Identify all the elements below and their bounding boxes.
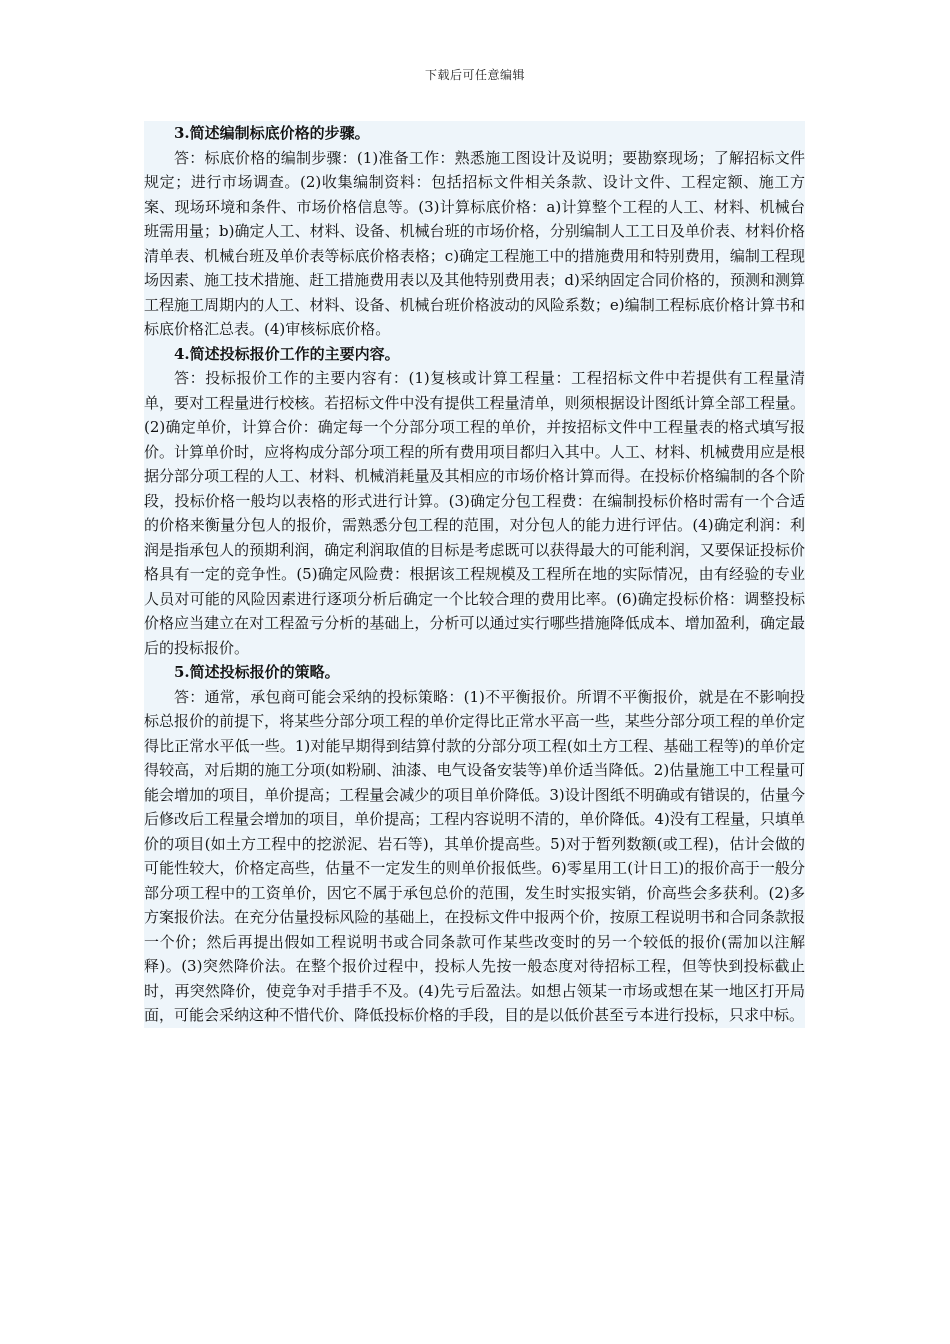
answer-paragraph-5: 答：通常，承包商可能会采纳的投标策略：(1)不平衡报价。所谓不平衡报价，就是在不影响投标总报价的前提下，将某些分部分项工程的单价定得比正常水平高一些，某些分部分项工程的单价定得比正常水平低一些。1)对能早期得到结算付款的分部分项工程(如土方工程、基础工程等)的单价定得较高，对后期的施工分项(如粉刷、油漆、电气设备安装等)单价适当降低。2)估量施工中工程量可能会增加的项目，单价提高；工程量会减少的项目单价降低。3)设计图纸不明确或有错误的，估量今后修改后工程量会增加的项目，单价提高；工程内容说明不清的，单价降低。4)没有工程量，只填单价的项目(如土方工程中的挖淤泥、岩石等)，其单价提高些。5)对于暂列数额(或工程)，估计会做的可能性较大，价格定高些，估量不一定发生的则单价报低些。6)零星用工(计日工)的报价高于一般分部分项工程中的工资单价，因它不属于承包总价的范围，发生时实报实销，价高些会多获利。(2)多方案报价法。在充分估量投标风险的基础上，在投标文件中报两个价，按原工程说明书和合同条款报一个价；然后再提出假如工程说明书或合同条款可作某些改变时的另一个较低的报价(需加以注解释)。(3)突然降价法。在整个报价过程中，投标人先按一般态度对待招标工程，但等快到投标截止时，再突然降价，使竞争对手措手不及。(4)先亏后盈法。如想占领某一市场或想在某一地区打开局面，可能会采纳这种不惜代价、降低投标价格的手段，目的是以低价甚至亏本进行投标，只求中标。: [144, 687, 805, 1024]
document-body: [144, 121, 805, 1028]
answer-paragraph-4: 答：投标报价工作的主要内容有：(1)复核或计算工程量：工程招标文件中若提供有工程量清单，要对工程量进行校核。若招标文件中没有提供工程量清单，则须根据设计图纸计算全部工程量。(2)确定单价，计算合价：确定每一个分部分项工程的单价，并按招标文件中工程量表的格式填写报价。计算单价时，应将构成分部分项工程的所有费用项目都归入其中。人工、材料、机械费用应是根据分部分项工程的人工、材料、机械消耗量及其相应的市场价格计算而得。在投标价格编制的各个阶段，投标价格一般均以表格的形式进行计算。(3)确定分包工程费：在编制投标价格时需有一个合适的价格来衡量分包人的报价，需熟悉分包工程的范围，对分包人的能力进行评估。(4)确定利润：利润是指承包人的预期利润，确定利润取值的目标是考虑既可以获得最大的可能利润，又要保证投标价格具有一定的竞争性。(5)确定风险费：根据该工程规模及工程所在地的实际情况，由有经验的专业人员对可能的风险因素进行逐项分析后确定一个比较合理的费用比率。(6)确定投标价格：调整投标价格应当建立在对工程盈亏分析的基础上，分析可以通过实行哪些措施降低成本、增加盈利，确定最后的投标报价。: [144, 369, 805, 657]
question-heading-4: 4.简述投标报价工作的主要内容。: [174, 344, 400, 363]
question-heading-5: 5.简述投标报价的策略。: [174, 663, 340, 681]
page-header: 下载后可任意编辑: [424, 68, 525, 82]
question-heading-3: 3.简述编制标底价格的步骤。: [174, 124, 370, 142]
answer-paragraph-3: 答：标底价格的编制步骤：(1)准备工作：熟悉施工图设计及说明；要勘察现场；了解招标文件规定；进行市场调查。(2)收集编制资料：包括招标文件相关条款、设计文件、工程定额、施工方案、现场环境和条件、市场价格信息等。(3)计算标底价格：a)计算整个工程的人工、材料、机械台班需用量；b)确定人工、材料、设备、机械台班的市场价格，分别编制人工工日及单价表、材料价格清单表、机械台班及单价表等标底价格表格；c)确定工程施工中的措施费用和特别费用，编制工程现场因素、施工技术措施、赶工措施费用表以及其他特别费用表；d)采纳固定合同价格的，预测和测算工程施工周期内的人工、材料、设备、机械台班价格波动的风险系数；e)编制工程标底价格计算书和标底价格汇总表。(4)审核标底价格。: [144, 148, 805, 338]
